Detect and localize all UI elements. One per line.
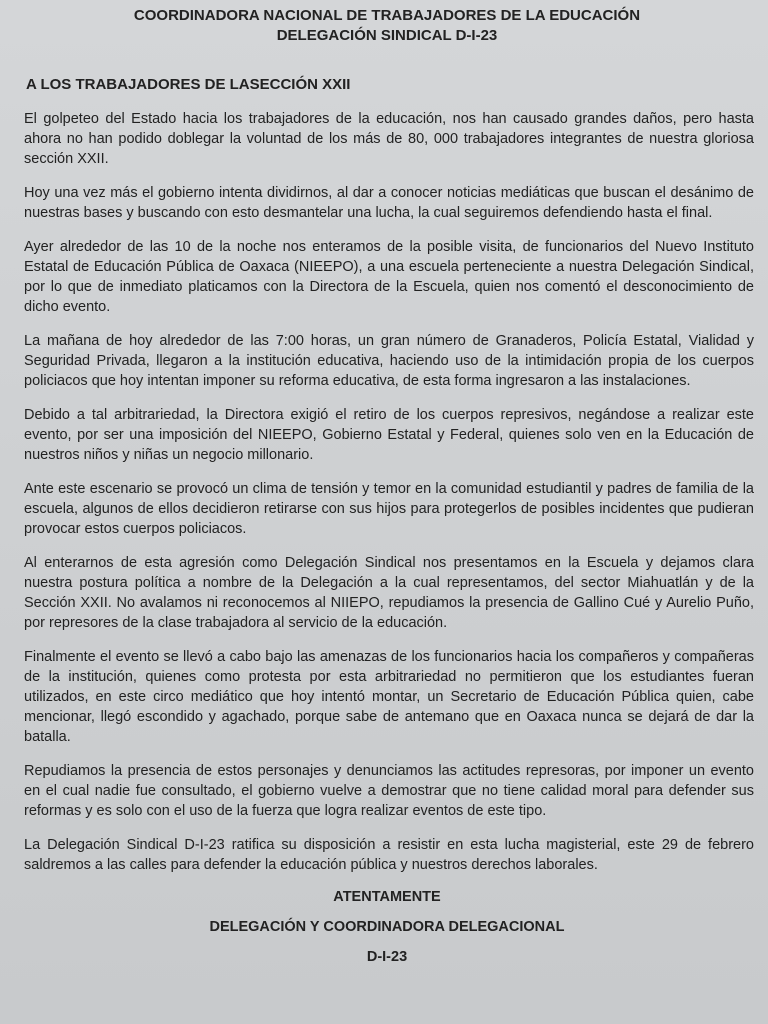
body-text bbox=[20, 109, 754, 875]
addressee-heading: A LOS TRABAJADORES DE LASECCIÓN XXII bbox=[26, 76, 351, 93]
paragraph-9: Repudiamos la presencia de estos personajes y denunciamos las actitudes represoras, por imponer un evento en el cual nadie fue consultado, el gobierno vuelve a demostrar que no tiene calidad moral para defender sus reformas y es solo con el uso de la fuerza que logra realizar eventos de este tipo. bbox=[24, 763, 754, 819]
paragraph-3: Ayer alrededor de las 10 de la noche nos enteramos de la posible visita, de funcionarios del Nuevo Instituto Estatal de Educación Pública de Oaxaca (NIEEPO), a una escuela perteneciente a nuestra Delegación Sindical, por lo que de inmediato platicamos con la Directora de la Escuela, quien nos comentó el desconocimiento de dicho evento. bbox=[24, 239, 754, 315]
closing-word: ATENTAMENTE bbox=[333, 889, 441, 905]
signatory-organization: DELEGACIÓN Y COORDINADORA DELEGACIONAL bbox=[209, 919, 565, 935]
signatory-code: D-I-23 bbox=[366, 949, 408, 965]
signature-block bbox=[20, 889, 754, 965]
paragraph-4: La mañana de hoy alrededor de las 7:00 horas, un gran número de Granaderos, Policía Estatal, Vialidad y Seguridad Privada, llegaron a la institución educativa, haciendo uso de la intimidación propia de los cuerpos policiacos que hoy intentan imponer su reforma educativa, de esta forma ingresaron a las instalaciones. bbox=[24, 333, 754, 389]
header-organization: COORDINADORA NACIONAL DE TRABAJADORES DE LA EDUCACIÓN bbox=[133, 7, 641, 24]
letterhead bbox=[20, 6, 754, 46]
paragraph-5: Debido a tal arbitrariedad, la Directora exigió el retiro de los cuerpos represivos, negándose a realizar este evento, por ser una imposición del NIEEPO, Gobierno Estatal y Federal, quienes solo ven en la Educación de nuestros niños y niñas un negocio millonario. bbox=[24, 407, 754, 463]
paragraph-6: Ante este escenario se provocó un clima de tensión y temor en la comunidad estudiantil y padres de familia de la escuela, algunos de ellos decidieron retirarse con sus hijos para protegerlos de posibles incidentes que pudieran provocar estos cuerpos policiacos. bbox=[24, 481, 754, 537]
header-delegation: DELEGACIÓN SINDICAL D-I-23 bbox=[276, 27, 498, 44]
paragraph-7: Al enterarnos de esta agresión como Delegación Sindical nos presentamos en la Escuela y dejamos clara nuestra postura política a nombre de la Delegación a la cual representamos, del sector Miahuatlán y de la Sección XXII. No avalamos ni reconocemos al NIIEPO, repudiamos la presencia de Gallino Cué y Aurelio Puño, por represores de la clase trabajadora al servicio de la educación. bbox=[24, 555, 754, 631]
paragraph-8: Finalmente el evento se llevó a cabo bajo las amenazas de los funcionarios hacia los compañeros y compañeras de la institución, quienes como protesta por esta arbitrariedad no permitieron que los estudiantes fueran utilizados, en este circo mediático que hoy intentó montar, un Secretario de Educación Pública quien, cabe mencionar, llegó escondido y agachado, porque sabe de antemano que en Oaxaca nunca se dejará de dar la batalla. bbox=[24, 649, 754, 745]
paragraph-10: La Delegación Sindical D-I-23 ratifica su disposición a resistir en esta lucha magisterial, este 29 de febrero saldremos a las calles para defender la educación pública y nuestros derechos laborales. bbox=[24, 837, 754, 873]
paragraph-2: Hoy una vez más el gobierno intenta dividirnos, al dar a conocer noticias mediáticas que buscan el desánimo de nuestras bases y buscando con esto desmantelar una lucha, la cual seguiremos defendiendo hasta el final. bbox=[24, 185, 754, 221]
paragraph-1: El golpeteo del Estado hacia los trabajadores de la educación, nos han causado grandes daños, pero hasta ahora no han podido doblegar la voluntad de los más de 80, 000 trabajadores integrantes de nuestra gloriosa sección XXII. bbox=[24, 111, 754, 167]
